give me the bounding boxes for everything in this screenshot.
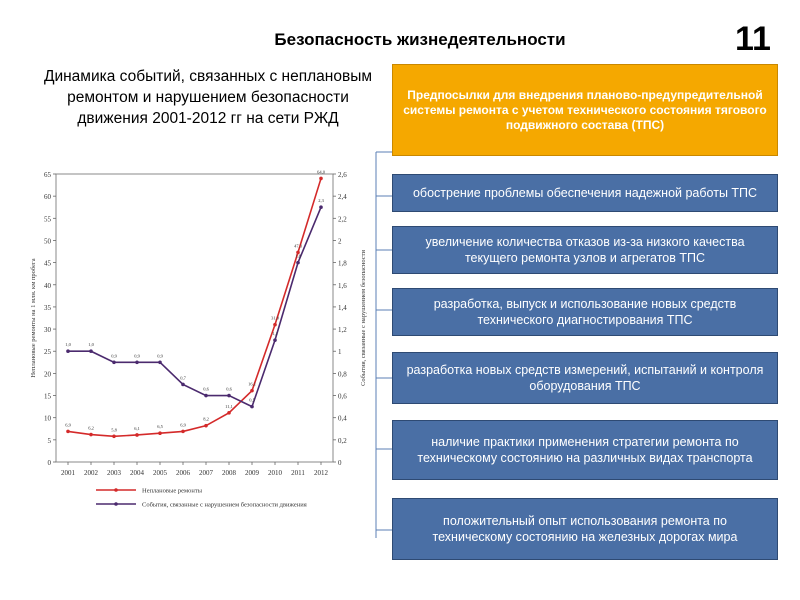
series-1-data-label: 8,2 (203, 416, 209, 422)
y-tick-label: 30 (44, 326, 51, 335)
series-2-data-label: 2,3 (318, 198, 324, 204)
series-1-data-label: 47,3 (294, 243, 302, 249)
x-tick-label: 2004 (130, 469, 144, 477)
y2-tick-label: 0,4 (338, 414, 347, 423)
series-1-data-label: 11,1 (225, 403, 233, 409)
y-tick-label: 40 (44, 281, 51, 290)
series-2-data-label: 0,7 (180, 375, 186, 381)
y-tick-label: 25 (44, 348, 51, 357)
y2-tick-label: 2,2 (338, 215, 347, 224)
slide-title: Безопасность жизнедеятельности (274, 30, 566, 49)
prerequisite-box-1: обострение проблемы обеспечения надежной работы ТПС (392, 174, 778, 212)
series-1-data-label: 5,8 (111, 427, 117, 433)
series-2-data-label: 1,0 (65, 342, 71, 348)
series-1-data-label: 16,1 (248, 381, 256, 387)
series-2-data-label: 0,6 (226, 386, 232, 392)
slide-number: 11 (735, 20, 771, 58)
y-tick-label: 60 (44, 193, 51, 202)
y-axis-label: Неплановые ремонты на 1 млн. км пробега (30, 258, 37, 378)
legend-label-1: Неплановые ремонты (142, 487, 203, 495)
y2-tick-label: 0,6 (338, 392, 347, 401)
legend-label-2: События, связанные с нарушением безопасности движения (142, 501, 307, 509)
y2-tick-label: 0,8 (338, 370, 347, 379)
series-2-data-label: 0,9 (111, 353, 117, 359)
y2-tick-label: 0 (338, 459, 342, 467)
y2-tick-label: 1,8 (338, 259, 347, 268)
x-tick-label: 2006 (176, 469, 190, 477)
x-tick-label: 2008 (222, 469, 236, 477)
series-1-data-label: 6,1 (134, 425, 140, 431)
prerequisite-box-2: увеличение количества отказов из-за низкого качества текущего ремонта узлов и агрегатов ТПС (392, 226, 778, 274)
y-tick-label: 10 (44, 414, 51, 423)
series-2-data-label: 0,9 (157, 353, 163, 359)
prerequisite-box-6: положительный опыт использования ремонта по техническому состоянию на железных дорогах мира (392, 498, 778, 560)
series-1-data-label: 6,2 (88, 425, 94, 431)
x-tick-label: 2002 (84, 469, 98, 477)
y2-tick-label: 1,6 (338, 281, 347, 290)
y2-tick-label: 2,4 (338, 193, 347, 202)
y2-tick-label: 1,2 (338, 326, 347, 335)
series-1-data-label: 64,0 (317, 169, 325, 175)
y-tick-label: 45 (44, 259, 51, 268)
y-tick-label: 15 (44, 392, 51, 401)
series-1-data-label: 6,9 (65, 422, 71, 428)
series-2-data-label: 0,9 (134, 353, 140, 359)
y-tick-label: 0 (47, 459, 51, 467)
prerequisite-box-4: разработка новых средств измерений, испытаний и контроля оборудования ТПС (392, 352, 778, 404)
prerequisite-box-3: разработка, выпуск и использование новых средств технического диагностирования ТПС (392, 288, 778, 336)
series-1-data-label: 31,0 (271, 315, 279, 321)
y2-tick-label: 0,2 (338, 436, 347, 445)
x-tick-label: 2001 (61, 469, 75, 477)
x-tick-label: 2010 (268, 469, 282, 477)
y-tick-label: 50 (44, 237, 51, 246)
y2-tick-label: 1,4 (338, 303, 347, 312)
series-1-data-label: 6,5 (157, 424, 163, 430)
y-tick-label: 65 (44, 171, 51, 179)
y-tick-label: 55 (44, 215, 51, 224)
y-tick-label: 5 (47, 436, 51, 445)
chart-subtitle: Динамика событий, связанных с неплановым ремонтом и нарушением безопасности движения 2001-2012 гг на сети РЖД (43, 68, 373, 127)
y-tick-label: 35 (44, 303, 51, 312)
y2-axis-label: События, связанные с нарушением безопасности (360, 249, 367, 387)
y2-tick-label: 2,6 (338, 171, 347, 179)
y2-tick-label: 1 (338, 348, 342, 357)
y2-tick-label: 2 (338, 237, 342, 246)
series-2-data-label: 0,5 (249, 397, 255, 403)
series-2-data-label: 1,1 (272, 331, 278, 337)
x-tick-label: 2009 (245, 469, 259, 477)
series-2-data-label: 1,8 (295, 253, 301, 259)
y-tick-label: 20 (44, 370, 51, 379)
prerequisite-box-5: наличие практики применения стратегии ремонта по техническому состоянию на различных видах транспорта (392, 420, 778, 480)
x-tick-label: 2012 (314, 469, 328, 477)
series-2-data-label: 1,0 (88, 342, 94, 348)
x-tick-label: 2005 (153, 469, 167, 477)
x-tick-label: 2003 (107, 469, 121, 477)
prerequisites-header-box: Предпосылки для внедрения планово-предупредительной системы ремонта с учетом технического состояния тягового подвижного состава (ТПС) (392, 64, 778, 156)
series-1-data-label: 6,9 (180, 422, 186, 428)
series-2-data-label: 0,6 (203, 386, 209, 392)
x-tick-label: 2011 (291, 469, 305, 477)
x-tick-label: 2007 (199, 469, 213, 477)
